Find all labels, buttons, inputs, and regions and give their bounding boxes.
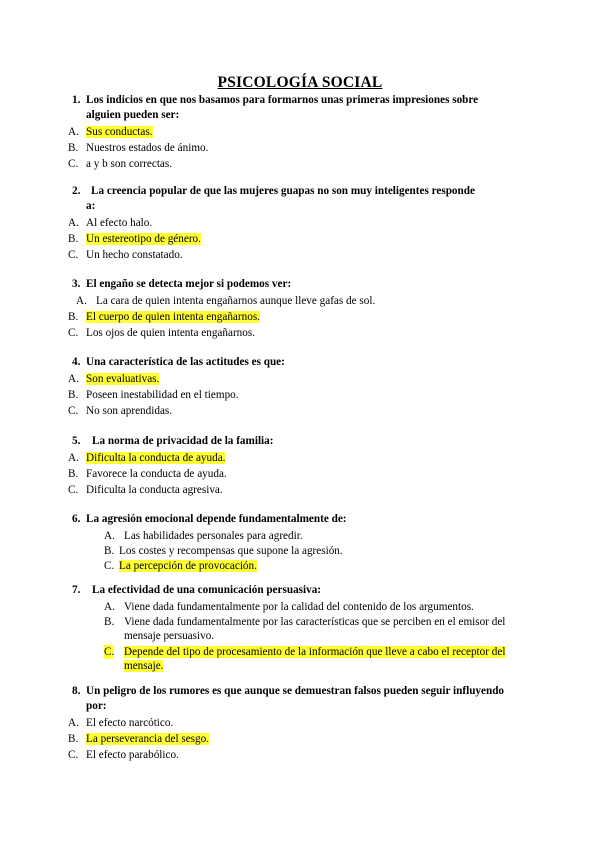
option-b[interactable] [86, 615, 506, 645]
option-text: Dificulta la conducta agresiva. [86, 484, 223, 496]
option-text: La cara de quien intenta engañarnos aunque lleve gafas de sol. [96, 295, 376, 307]
option-text: Favorece la conducta de ayuda. [86, 468, 227, 480]
option-letter: A. [76, 295, 87, 307]
option-letter: C. [68, 484, 79, 496]
option-a[interactable] [68, 371, 526, 387]
document-title: PSICOLOGÍA SOCIAL [217, 74, 383, 91]
option-b[interactable] [68, 309, 526, 325]
question-6 [72, 512, 526, 574]
option-letter: A. [68, 217, 79, 229]
option-a[interactable] [86, 528, 526, 544]
option-letter: B. [104, 616, 115, 628]
option-c[interactable] [86, 558, 526, 574]
question-number: 6. [72, 513, 81, 525]
option-c[interactable] [86, 645, 506, 675]
question-text: La agresión emocional depende fundamentalmente de: [86, 513, 347, 525]
question-text: La norma de privacidad de la familia: [92, 435, 274, 447]
question-number: 4. [72, 356, 81, 368]
option-text: No son aprendidas. [86, 405, 173, 417]
option-a[interactable] [68, 124, 506, 140]
option-c[interactable] [68, 247, 486, 263]
option-letter: C. [68, 249, 79, 261]
option-text: El efecto narcótico. [86, 717, 174, 729]
option-text: Las habilidades personales para agredir. [124, 530, 303, 542]
option-a[interactable] [68, 715, 506, 731]
option-text: La perseverancia del sesgo. [86, 733, 210, 745]
option-text: Un estereotipo de género. [86, 233, 201, 245]
option-letter: B. [68, 389, 79, 401]
option-text: Los costes y recompensas que supone la agresión. [119, 545, 343, 557]
option-text: Dificulta la conducta de ayuda. [86, 452, 226, 464]
option-c[interactable] [68, 325, 526, 341]
option-letter: A. [68, 452, 79, 464]
question-text: El engaño se detecta mejor si podemos ver: [86, 278, 292, 290]
option-text: El efecto parabólico. [86, 749, 179, 761]
option-c[interactable] [68, 403, 526, 419]
option-letter: C. [68, 405, 79, 417]
option-letter: A. [104, 601, 115, 613]
option-b[interactable] [68, 140, 506, 156]
option-c[interactable] [68, 747, 506, 763]
option-text: El cuerpo de quien intenta engañarnos. [86, 311, 260, 323]
option-text: La percepción de provocación. [119, 560, 257, 572]
question-number: 8. [72, 685, 81, 697]
question-number: 5. [72, 435, 81, 447]
option-letter: B. [68, 142, 79, 154]
question-text: Una característica de las actitudes es que: [86, 356, 285, 368]
option-a[interactable] [86, 599, 506, 615]
question-4 [68, 355, 526, 419]
option-c[interactable] [68, 482, 526, 498]
question-5 [68, 434, 526, 498]
question-7 [72, 583, 506, 675]
question-1 [68, 93, 506, 172]
option-letter: C. [68, 749, 79, 761]
option-letter: B. [68, 468, 79, 480]
option-text: Depende del tipo de procesamiento de la información que lleve a cabo el receptor del mensaje. [124, 646, 506, 672]
option-letter: B. [68, 311, 79, 323]
question-text: Los indicios en que nos basamos para formarnos unas primeras impresiones sobre alguien pueden ser: [86, 94, 479, 121]
question-text: La creencia popular de que las mujeres guapas no son muy inteligentes responde a: [86, 185, 475, 212]
option-a[interactable] [68, 450, 526, 466]
option-a[interactable] [68, 293, 526, 309]
option-b[interactable] [68, 731, 506, 747]
option-b[interactable] [68, 466, 526, 482]
question-number: 7. [72, 584, 81, 596]
question-number: 1. [72, 94, 81, 106]
option-text: a y b son correctas. [86, 158, 173, 170]
option-letter: B. [68, 233, 79, 245]
option-letter: C. [68, 158, 79, 170]
option-text: Viene dada fundamentalmente por las características que se perciben en el emisor del mensaje persuasivo. [124, 616, 506, 642]
question-8 [68, 684, 506, 763]
question-3 [68, 277, 526, 341]
option-text: Un hecho constatado. [86, 249, 183, 261]
option-text: Viene dada fundamentalmente por la calidad del contenido de los argumentos. [124, 601, 474, 613]
option-letter: A. [68, 373, 79, 385]
option-text: Son evaluativas. [86, 373, 160, 385]
option-letter: B. [104, 545, 115, 557]
option-letter: B. [68, 733, 79, 745]
option-text: Al efecto halo. [86, 217, 153, 229]
option-text: Sus conductas. [86, 126, 153, 138]
question-number: 3. [72, 278, 81, 290]
option-text: Poseen inestabilidad en el tiempo. [86, 389, 239, 401]
option-b[interactable] [68, 231, 486, 247]
option-a[interactable] [68, 215, 486, 231]
option-letter: A. [104, 530, 115, 542]
question-2 [68, 184, 486, 263]
question-text: La efectividad de una comunicación persuasiva: [92, 584, 322, 596]
option-letter: C. [104, 560, 115, 572]
option-c[interactable] [68, 156, 506, 172]
question-text: Un peligro de los rumores es que aunque se demuestran falsos pueden seguir influyendo por: [86, 685, 505, 712]
option-letter: C. [104, 646, 115, 658]
option-letter: A. [68, 717, 79, 729]
option-text: Los ojos de quien intenta engañarnos. [86, 327, 256, 339]
option-text: Nuestros estados de ánimo. [86, 142, 209, 154]
option-b[interactable] [86, 544, 526, 558]
question-number: 2. [72, 185, 81, 197]
option-letter: C. [68, 327, 79, 339]
option-b[interactable] [68, 387, 526, 403]
option-letter: A. [68, 126, 79, 138]
